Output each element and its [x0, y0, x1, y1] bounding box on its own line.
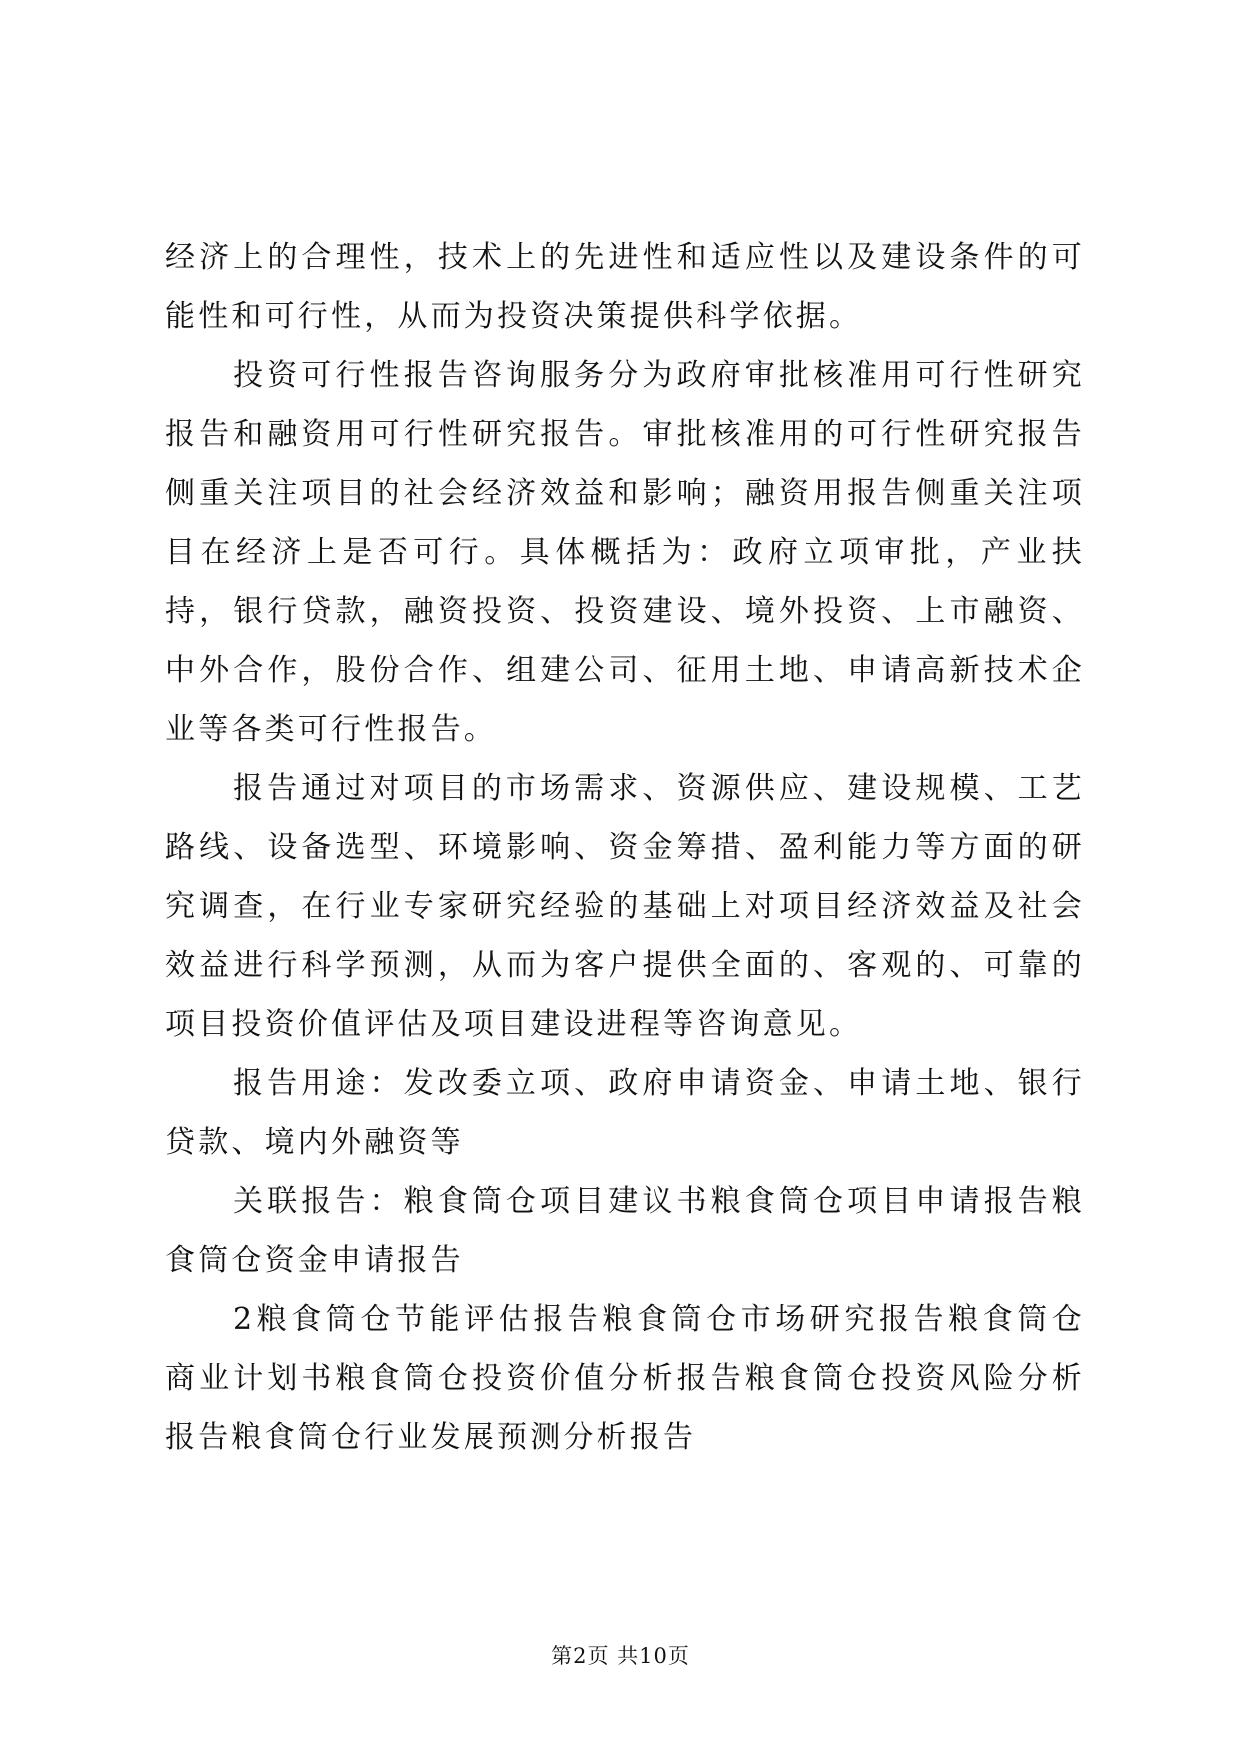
paragraph-report-method: 报告通过对项目的市场需求、资源供应、建设规模、工艺路线、设备选型、环境影响、资金筹措、盈利能力等方面的研究调查，在行业专家研究经验的基础上对项目经济效益及社会效益进行科学预测，从而为客户提供全面的、客观的、可靠的项目投资价值评估及项目建设进程等咨询意见。	[165, 771, 1085, 1042]
paragraph-continuation: 经济上的合理性，技术上的先进性和适应性以及建设条件的可能性和可行性，从而为投资决策提供科学依据。	[165, 240, 1085, 334]
paragraph-report-usage: 报告用途：发改委立项、政府申请资金、申请土地、银行贷款、境内外融资等	[165, 1066, 1085, 1160]
page-number-footer: 第2页 共10页	[551, 1644, 690, 1668]
paragraph-related-reports: 关联报告：粮食筒仓项目建议书粮食筒仓项目申请报告粮食筒仓资金申请报告	[165, 1184, 1085, 1278]
paragraph-consulting-services: 投资可行性报告咨询服务分为政府审批核准用可行性研究报告和融资用可行性研究报告。审批核准用的可行性研究报告侧重关注项目的社会经济效益和影响；融资用报告侧重关注项目在经济上是否可行。具体概括为：政府立项审批，产业扶持，银行贷款，融资投资、投资建设、境外投资、上市融资、中外合作，股份合作、组建公司、征用土地、申请高新技术企业等各类可行性报告。	[165, 358, 1085, 747]
document-body	[165, 228, 1085, 1467]
paragraph-related-reports-list: 2粮食筒仓节能评估报告粮食筒仓市场研究报告粮食筒仓商业计划书粮食筒仓投资价值分析报告粮食筒仓投资风险分析报告粮食筒仓行业发展预测分析报告	[165, 1302, 1085, 1455]
